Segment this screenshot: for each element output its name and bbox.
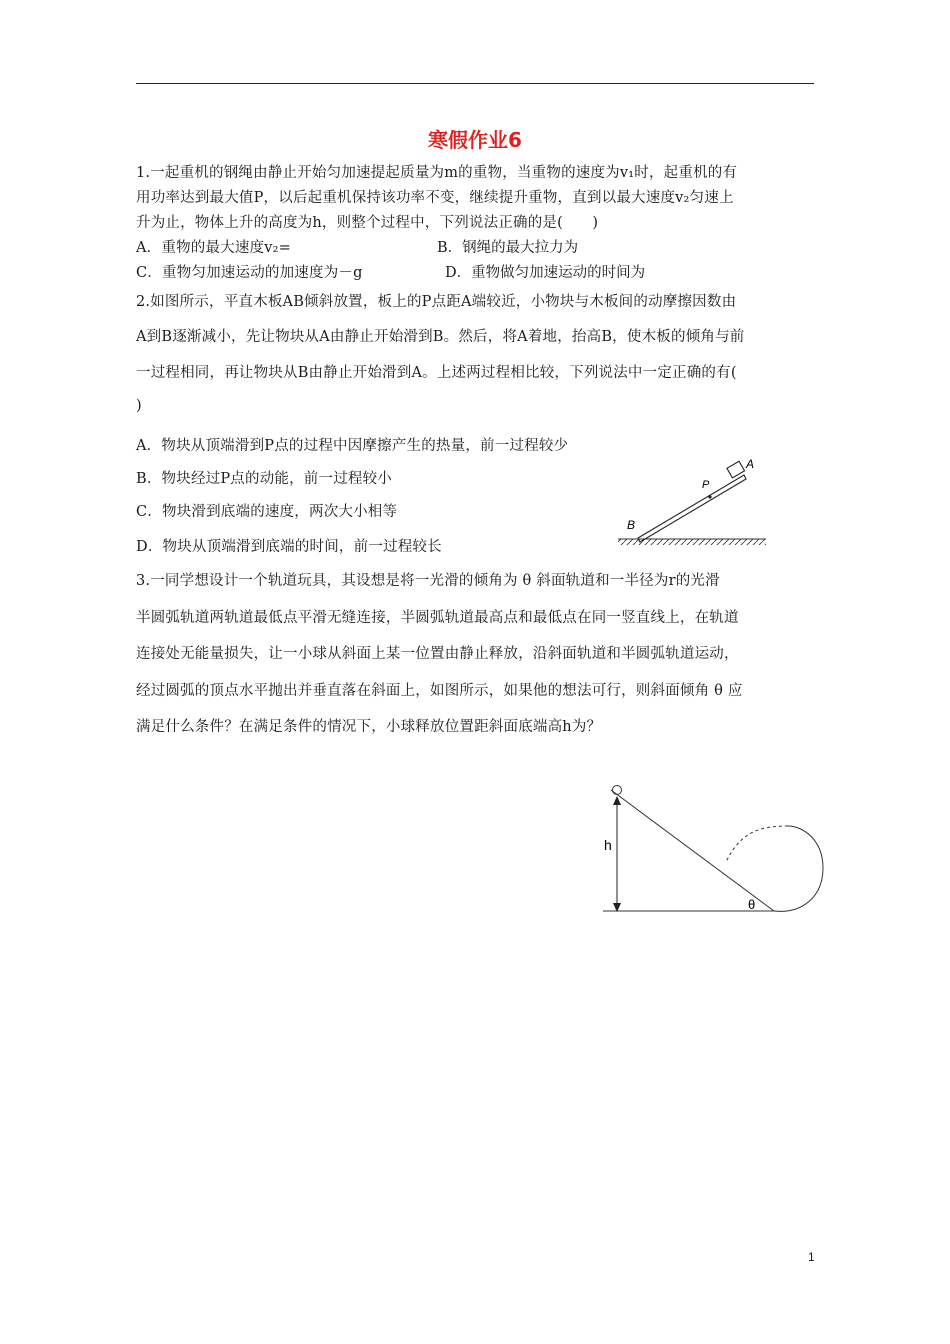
q2-line-1: 2.如图所示，平直木板AB倾斜放置，板上的P点距A端较近，小物块与木板间的动摩擦因数由 [136,294,737,310]
label-h: h [604,837,612,853]
q2-line-4: ) [136,398,142,414]
q3-line-5: 满足什么条件？在满足条件的情况下，小球释放位置距斜面底端高h为？ [136,719,602,735]
incline-board-figure [612,452,772,552]
page-title: 寒假作业6 [428,128,522,152]
q3-line-3: 连接处无能量损失，让一小球从斜面上某一位置由静止释放，沿斜面轨道和半圆弧轨道运动， [136,646,739,662]
q2-option-d: D．物块从顶端滑到底端的时间，前一过程较长 [136,539,442,555]
arrow-head-top [613,796,621,805]
label-a: A [746,457,755,471]
q3-line-4: 经过圆弧的顶点水平抛出并垂直落在斜面上，如图所示，如果他的想法可行，则斜面倾角 θ 应 [136,683,743,699]
q3-line-2: 半圆弧轨道两轨道最低点平滑无缝连接，半圆弧轨道最高点和最低点在同一竖直线上，在轨道 [136,610,739,626]
board-ab [638,475,746,542]
label-theta: θ [748,897,756,912]
q1-option-a: A．重物的最大速度v₂= [136,240,292,256]
projectile-path [726,826,788,862]
label-b: B [627,518,636,532]
q2-option-a: A．物块从顶端滑到P点的过程中因摩擦产生的热量，前一过程较少 [136,438,569,454]
q3-line-1: 3.一同学想设计一个轨道玩具，其设想是将一光滑的倾角为 θ 斜面轨道和一半径为r的光滑 [136,573,720,589]
slope-line [611,790,774,911]
incline-loop-figure [598,778,830,918]
q2-line-2: A到B逐渐减小，先让物块从A由静止开始滑到B。然后，将A着地，抬高B，使木板的倾角与前 [136,329,745,345]
q2-line-3: 一过程相同，再让物块从B由静止开始滑到A。上述两过程相比较，下列说法中一定正确的有( [136,365,737,381]
q1-line-3: 升为止，物体上升的高度为h，则整个过程中，下列说法正确的是( ) [136,215,599,231]
q1-line-2: 用功率达到最大值P，以后起重机保持该功率不变，继续提升重物，直到以最大速度v₂匀速上 [136,190,734,206]
label-p: P [702,479,710,491]
page-number: 1 [808,1250,815,1264]
q1-option-c: C．重物匀加速运动的加速度为－g [136,265,363,281]
q1-option-b: B．钢绳的最大拉力为 [437,240,579,256]
ball [613,786,622,795]
block [727,461,745,478]
q1-line-1: 1.一起重机的钢绳由静止开始匀加速提起质量为m的重物，当重物的速度为v₁时，起重机的有 [136,165,738,181]
point-p [708,495,711,498]
q2-option-b: B．物块经过P点的动能，前一过程较小 [136,471,393,487]
q1-option-d: D．重物做匀加速运动的时间为 [445,265,646,281]
semicircle-track [774,826,823,911]
header-rule [136,83,814,84]
q2-option-c: C．物块滑到底端的速度，两次大小相等 [136,504,398,520]
